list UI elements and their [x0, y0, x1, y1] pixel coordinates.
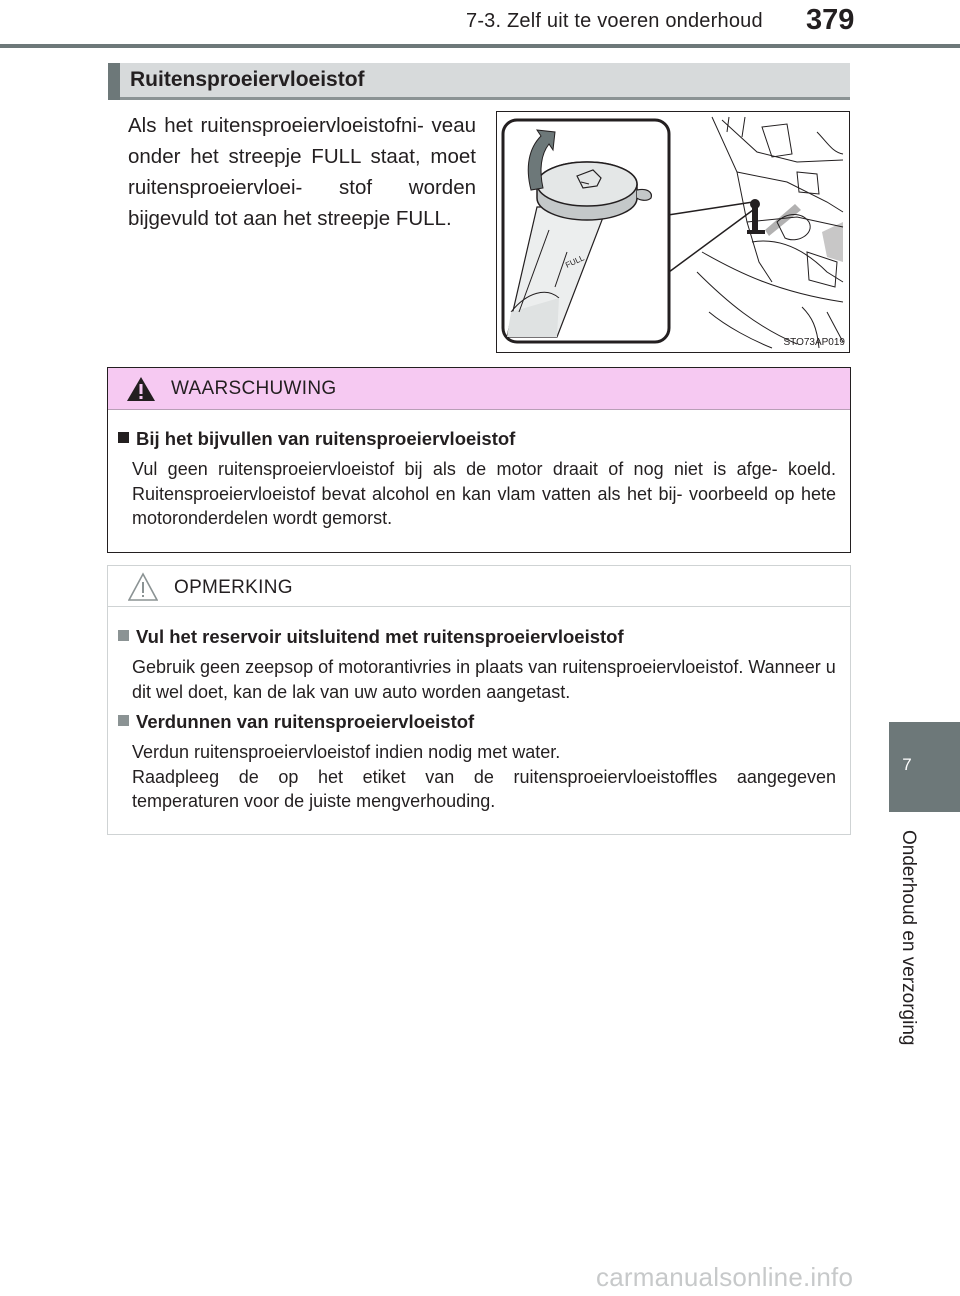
warning-title: WAARSCHUWING — [171, 378, 337, 399]
chapter-title-wrap — [889, 830, 925, 1070]
note-item2-line2: Raadpleeg de op het etiket van de ruitensproeiervloeistoffles aangegeven — [132, 766, 836, 787]
illustration-code: STO73AP019 — [783, 337, 845, 348]
note-header — [108, 566, 850, 607]
note-item1-title-text: Vul het reservoir uitsluitend met ruitensproeiervloeistof — [136, 626, 624, 647]
running-header-section: 7-3. Zelf uit te voeren onderhoud — [466, 10, 763, 32]
warning-header — [108, 368, 850, 410]
caution-triangle-icon — [128, 572, 158, 607]
chapter-title: Onderhoud en verzorging — [898, 830, 919, 1046]
note-item2-line1: Verdun ruitensproeiervloeistof indien nodig met water. — [132, 742, 561, 762]
note-item2-line3: temperaturen voor de juiste mengverhouding. — [132, 791, 496, 811]
page-number: 379 — [806, 4, 855, 36]
note-item-title — [118, 626, 624, 648]
note-item1-text: Gebruik geen zeepsop of motorantivries in plaats van ruitensproeiervloeistof. Wanneer u dit wel doet, kan de lak van uw auto worden aangetast. — [132, 657, 836, 702]
bullet-square-icon — [118, 630, 129, 641]
note-box — [107, 565, 851, 835]
section-heading-accent — [108, 63, 120, 100]
washer-fluid-illustration — [496, 111, 850, 353]
warning-box — [107, 367, 851, 553]
note-item2-text — [132, 740, 836, 814]
warning-triangle-icon — [126, 376, 156, 407]
header-rule — [0, 44, 960, 48]
chapter-number: 7 — [902, 755, 912, 774]
full-mark-label: FULL — [564, 253, 586, 270]
note-item-title — [118, 711, 474, 733]
section-paragraph: Als het ruitensproeiervloeistofni- veau onder het streepje FULL staat, moet ruitensproeiervloei- stof worden bijgevuld tot aan het streepje FULL. — [128, 114, 476, 230]
bullet-square-icon — [118, 432, 129, 443]
watermark: carmanualsonline.info — [596, 1262, 854, 1292]
note-item2-title-text: Verdunnen van ruitensproeiervloeistof — [136, 711, 475, 732]
engine-bay-drawing — [497, 112, 849, 352]
bullet-square-icon — [118, 715, 129, 726]
note-title: OPMERKING — [174, 577, 293, 598]
warning-item-title-text: Bij het bijvullen van ruitensproeiervloeistof — [136, 428, 516, 449]
section-heading: Ruitensproeiervloeistof — [130, 68, 365, 91]
warning-item-title — [118, 428, 515, 450]
warning-item-text: Vul geen ruitensproeiervloeistof bij als de motor draait of nog niet is afge- koeld. Ruitensproeiervloeistof bevat alcohol en kan vlam vatten als het bij- voorbeeld op hete motoronderdelen wordt gemorst. — [132, 459, 836, 528]
